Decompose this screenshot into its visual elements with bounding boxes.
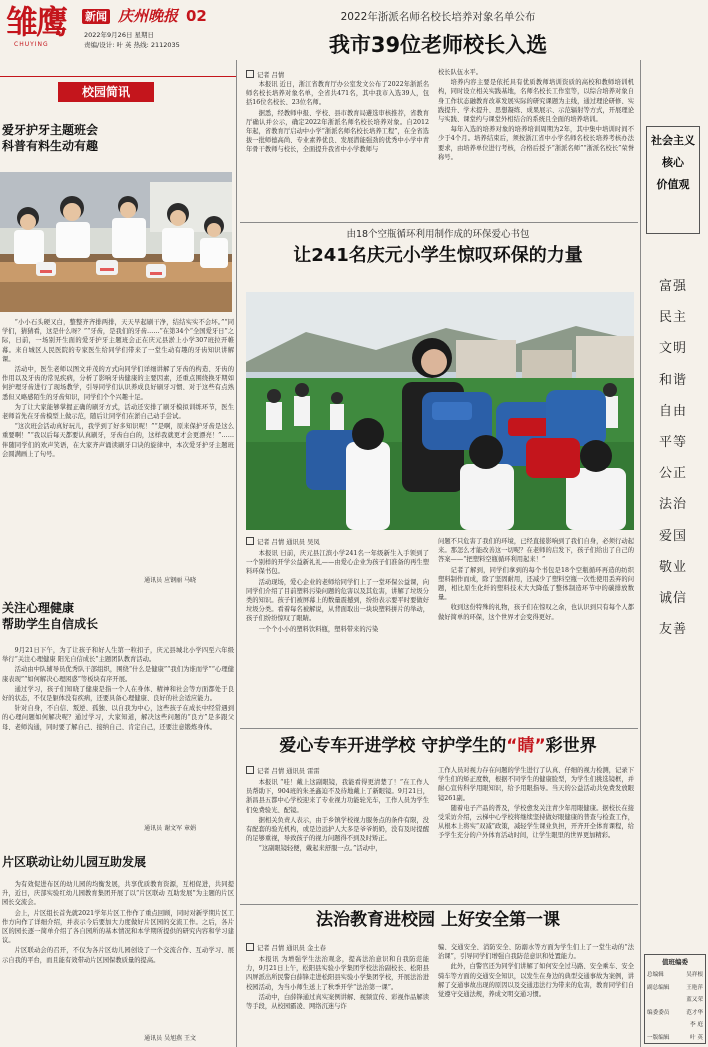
top-story-col2 [438, 68, 634, 218]
staff-name: 叶 英 [690, 1034, 703, 1041]
headline-line2: 帮助学生自信成长 [2, 617, 99, 631]
paragraph: 此外，白警官还为同学们讲解了如何安全过马路、安全乘车、安全骑车等方面的交通安全知识，以发生在身边的典型交通事故为案例，讲解了交通事故出现的原因以及交通违法行为带来的危害，教育同学们自觉遵守交通法规，养成文明交通习惯。 [438, 963, 634, 999]
credit: 通讯员 应钢丽 马晓 [144, 577, 196, 584]
paragraph: 收到这份特殊的礼物，孩子们在惊叹之余，也认识到只有每个人都做好简单的环保，这个世界才会变得更好。 [438, 604, 634, 621]
staff-role: 一版编辑 [647, 1034, 670, 1041]
paragraph: “小小石头硬又白，整整齐齐排两排，天天早起刷干净，结结实实不会坏。”“同学们，猜猜看，这是什么呀？”“牙齿，是我们的牙齿……”在第34个“全国爱牙日”之际，日前，一场别开生面的爱牙护牙主题班会正在庆元县淤上小学307班拉开帷幕。来自城区人民医院的专家医生给同学们带来了一堂生动有趣的牙齿知识讲解课。 [2, 319, 234, 363]
story5-col2 [438, 943, 634, 1045]
core-value-item: 法治 [658, 497, 687, 513]
paragraph: 随着电子产品的普及，学校愈发关注青少年用眼健康。据校长在接受采访介绍，云梯中心学校将继续坚持做好眼健康的普查与检查工作，从根本上将实“双减”政策，减轻学生课业负担，开齐开全体育课程，给予学生充分的户外体育活动时间，让学生眼里的世界更加精彩。 [438, 804, 634, 840]
paragraph: 活动由中队辅导员优秀队干部组织，围绕“什么是健康”“我们为谁而学”“心理健康表现”“如何解决心理困惑”等板块有序开展。 [2, 666, 234, 683]
staff-role: 编委委员 [647, 1009, 670, 1016]
paragraph: 片区联动会的召开，不仅为各片区幼儿园创设了一个交流合作、互动学习、展示自我的平台，而且能有效带动片区园保教质量的提高。 [2, 947, 234, 964]
paragraph: 为了让大家能够掌握正确的刷牙方式，活动还安排了刷牙模拟训练环节，医生老师首先在牙齿模型上做示范，随后让同学们在淤自己动手尝试。 [2, 403, 234, 421]
core-value-item: 文明 [658, 341, 687, 357]
core-values-title-box [646, 126, 700, 234]
column-divider-right [640, 60, 641, 1047]
paragraph: 本报讯 日前，庆元县江滨小学241名一年级新生入手领到了一个别样的开学公益新礼礼——由爱心企业为孩子们准备的再生塑料环保书包。 [246, 550, 429, 576]
paragraph: 本报讯 “哇！戴上这副眼镜，我能看得更清楚了！”在工作人员帮助下，904班的朱圣鑫迫不及待地戴上了新眼镜。9月21日，浙昌县五都中心学校迎来了专业视力功能轮光车，工作人员为学生们免费验光、配镜。 [246, 779, 429, 814]
paragraph: 据悉，经教师申报、学校、县市教育局遴选审核推荐，省教育厅确认并公示，确定2022年浙派名师名校长培养对象。自2012年起，省教育厅启动中小学“浙派名师名校长培养工程”，在全省选拔一批师德高尚、专业素养优良、发展潜能强劲的优秀中小学中青年骨干教师与校长，全面提升我省中小学教师与 [246, 109, 429, 154]
staff-name: 王艳萍 [686, 984, 703, 991]
story4-col1 [246, 778, 429, 908]
photo-dental-class [0, 172, 232, 312]
credit: 通讯员 谢文军 章娟 [144, 825, 196, 832]
left-story-kindergarten [0, 854, 232, 870]
core-value-item: 公正 [658, 466, 687, 482]
staff-role: 总编辑 [647, 972, 664, 979]
paragraph: 培养内容主要是依托具有优质教师培训资质的高校和教师培训机构，同时设立相关实践基地，名师名校长工作室等，以综合培养对象自身工作状态融教育改革发展实际的研究课题为主线，通过理论研修、实践提升、学术提升、思想凝练、成果展示、示范辐射等方式，开展理论与实践、课堂约与课堂外相结合的系统且全面的培养培训。 [438, 79, 634, 124]
staff-row [647, 1019, 703, 1032]
left-story-mental-body [2, 646, 234, 826]
kicker: 2022年浙派名师名校长培养对象名单公布 [340, 11, 536, 23]
mid-story-header [240, 228, 636, 268]
staff-name: 蓝又荣 [686, 997, 703, 1004]
core-value-item: 爱国 [658, 528, 687, 544]
paragraph: 骗、交通安全、消防安全、防溺水等方面为学生们上了一堂生动的“法治课”，引导同学们增强自我防范意识和处置能力。 [438, 944, 634, 961]
paragraph: 每年入选的培养对象的培养培训周期为2年，其中集中培训时间不少于4个月。培养结束后，须按浙江省中小学名师名校长培养考核办法要求，由培养单位进行考核，合格后授予“浙派名师”“浙派名校长”荣誉称号。 [438, 126, 634, 161]
core-value-item: 平等 [658, 434, 687, 450]
paragraph: 活动中，医生老师以图文并茂的方式向同学们详细讲解了牙齿的构造、牙齿的作用以及牙齿的常见疾病，分析了影响牙齿健康的主要因素，还重点围绕换牙期如何护理牙齿进行了现场教学，引导同学们认识养成良好刷牙习惯、对于这些有点熟悉但又略感陌生的牙齿知识，同学们个个兴趣十足。 [2, 366, 234, 401]
story5-col1 [246, 955, 429, 1045]
top-story-col1 [246, 80, 429, 220]
photo-eco-backpacks [246, 292, 634, 530]
left-story-dental-body [2, 318, 234, 588]
headline: 让241名庆元小学生惊叹环保的力量 [293, 245, 583, 266]
headline: 爱牙护牙主题班会 [2, 123, 99, 137]
editor-line: 责编/设计: 叶 英 热线: 2112035 [84, 41, 180, 49]
headline: 我市39位老师校长入选 [328, 33, 548, 57]
core-values-list [646, 278, 700, 652]
core-values-title: 社会主义 [651, 134, 695, 147]
paragraph: 活动现场，爱心企业的老师给同学们上了一堂环保公益课，向同学们介绍了目前塑料污染问题的危害以及其危害，讲解了垃圾分类的知识。孩子们被屏幕上的数量震撼到，纷纷表示要平时要做好垃圾分类。看着每名被解说，从背面取出一块块塑料拼片的举动，孩子们纷纷惊叹了眼睛。 [246, 578, 429, 623]
story5-headline: 法治教育进校园 上好安全第一课 [316, 910, 560, 930]
headline-highlight: “睛” [506, 736, 546, 756]
section-tag: 校园简讯 [58, 82, 154, 102]
core-value-item: 和谐 [658, 372, 687, 388]
top-story-header [240, 10, 636, 58]
paragraph: 针对自身，不自信、叛逆、孤独、以自我为中心，这些孩子在成长中经常遇到的心理问题如何解决呢？通过学习，大家知道，解决这些问题的“良方”是多跟父母、老师沟通，同时要了解自己、接纳自己、肯定自己，还要注意锻炼身体。 [2, 705, 234, 731]
core-value-item: 诚信 [658, 590, 687, 606]
left-story-mental-health [0, 600, 232, 632]
page-number: 02 [186, 7, 207, 25]
staff-role: 副总编辑 [647, 984, 670, 991]
core-value-item: 民主 [658, 310, 687, 326]
core-value-item: 友善 [658, 622, 687, 638]
paragraph: 为有效促进布区的幼儿园的均衡发展，共享优质教育资源，互相促进，共同提升，近日，庆部实验红幼儿园教育集团开展了以“片区联动 互助发展”为主题的片区园长交流会。 [2, 881, 234, 907]
section-divider [240, 904, 638, 905]
paragraph: 9月21日下午，为了让孩子和好人生第一粒扣子，庆元县城北小学四至六年级举行“关注心理健康 阳光自信成长”主题团队教育活动。 [2, 647, 234, 664]
staff-title: 值班编委 [662, 958, 688, 966]
story4-headline: 爱心专车开进学校 守护学生的“睛”彩世界 [279, 736, 597, 756]
story4-col2 [438, 766, 634, 908]
staff-name: 李 庭 [690, 1022, 703, 1029]
paragraph: 校长队伍水平。 [438, 69, 483, 76]
byline: 记者 吕情 通讯员 金土春 [246, 943, 326, 953]
staff-name: 范才华 [686, 1009, 703, 1016]
paragraph: 问题不只危害了我们的环境，已经直接影响到了我们自身，必须行动起来。那怎么才能改善这一切呢？在老师的启发下，孩子们给出了自己的答案——“把塑料空瓶循环利用起来！” [438, 538, 634, 564]
paragraph: 会上，片区组长首先就2021学年片区工作作了重点回顾，同时对新学期片区工作方向作了详细介绍，并表示今后要加大力度做好片区园的交流工作。之后，各片区的园长逐一简单介绍了各自园所的基本情况和本学期所提供的研究内容和学习建议。 [2, 909, 234, 945]
paragraph: 通过学习，孩子们知晓了健康是指一个人在身体、精神和社会等方面都处于良好的状态，不仅是躯体没有疾病，还要具备心理健康、良好的社会适应能力。 [2, 685, 234, 703]
core-value-item: 富强 [658, 279, 687, 294]
core-value-item: 自由 [658, 403, 687, 419]
section-rule [0, 76, 236, 77]
byline: 记者 吕情 通讯员 吴凤 [246, 537, 320, 547]
staff-row [647, 1032, 703, 1045]
logo: 雏鹰 [6, 3, 67, 41]
core-value-item: 敬业 [658, 559, 687, 575]
left-story-dental [0, 122, 232, 154]
paragraph: 据相关负责人表示，由于乡镇学校视力服务点的条件有限，没有配套的验光机构，或是边远护人大多是爷爷奶奶，没有及时提醒的足够重视，导致孩子的视力问题得不到及时矫正。 [246, 816, 429, 843]
core-values-title: 核心 [662, 156, 684, 169]
kicker: 由18个空瓶循环利用制作成的环保爱心书包 [346, 229, 530, 240]
staff-box [644, 954, 706, 1044]
paragraph: “这副眼镜轻便，戴起来舒服一点。”活动中， [258, 845, 382, 853]
paragraph: 本报讯 近日，浙江省教育厅办公室发文公布了2022年浙派名师名校长培养对象名单，全省共471名，其中我市入选39人，包括16位名校长、23位名师。 [246, 81, 429, 107]
logo-pinyin: CHUYING [14, 41, 49, 48]
paragraph: 一个个小小的塑料饮料瓶，塑料带来的污染 [258, 625, 379, 633]
paragraph: “这次班会活动真好玩儿，我学到了好多知识呢！”“是啊，原来保护牙齿是这么重要啊！”“我以后每天都要认真刷牙，牙齿白白的，这样我就更才会更漂亮！”……伴随同学们的欢声笑语，在大家齐声诵读刷牙口诀的旋律中，本次爱牙护牙主题班会圆满画上了句号。 [2, 423, 234, 458]
news-badge: 新闻 [82, 9, 110, 24]
paragraph: 记者了解到，同学们拿到的每个书包是18个空瓶循环再造的纺织塑料制作而成，除了坚固耐用，还减少了塑料空瓶一次性使用丢弃的问题，相比原生化纤的塑料技术大大降低了整体制造环节中的碳排放数量。 [438, 566, 634, 602]
staff-name: 吴祥根 [686, 972, 703, 979]
byline: 记者 吕情 通讯员 雷雷 [246, 766, 320, 776]
section-divider [240, 728, 638, 729]
headline-line2: 科普有料生动有趣 [2, 139, 99, 153]
headline: 关注心理健康 [2, 601, 75, 615]
paper-name: 庆州晚报 [118, 7, 179, 25]
mid-story-col2 [438, 537, 634, 723]
paragraph: 工作人员对视力存在问题的学生进行了认真、仔细的视力检测，记录下学生们的矫正度数，根据不同学生的健康脸型，为学生们挑选镜框，并耐心宣传科学用眼知识，给予用眼指导。当天的公益活动共免费发放眼镜261副。 [438, 767, 634, 802]
paragraph: 本报讯 为增强学生法治观念，提高法治意识和自我防范能力，9月21日上午，松阳县实验小学集团学校法治副校长、松阳县四屏派出所民警白薛锋走进松阳县实验小学集团学校，开展法治进校园活动，为当小师生送上了秋季开学“法治第一课”。 [246, 956, 429, 991]
staff-row [647, 982, 703, 995]
staff-list [647, 969, 703, 1044]
byline: 记者 吕情 [246, 70, 284, 80]
headline: 片区联动让幼儿园互助发展 [2, 855, 147, 869]
column-divider [236, 60, 237, 1047]
mid-story-col1 [246, 549, 429, 723]
credit: 通讯员 吴旭燕 王文 [144, 1035, 196, 1042]
staff-row [647, 994, 703, 1007]
section-divider [240, 222, 638, 223]
left-story-kindergarten-body [2, 880, 234, 1030]
staff-row [647, 969, 703, 982]
core-values-title: 价值观 [656, 178, 690, 191]
staff-row [647, 1007, 703, 1020]
date-line: 2022年9月26日 星期日 [84, 31, 155, 39]
paragraph: 活动中，白薛锋通过真实案例讲解、视频宣传、彩视作品解读等手段，从校园霸凌、网络沉迷与诈 [246, 993, 429, 1011]
